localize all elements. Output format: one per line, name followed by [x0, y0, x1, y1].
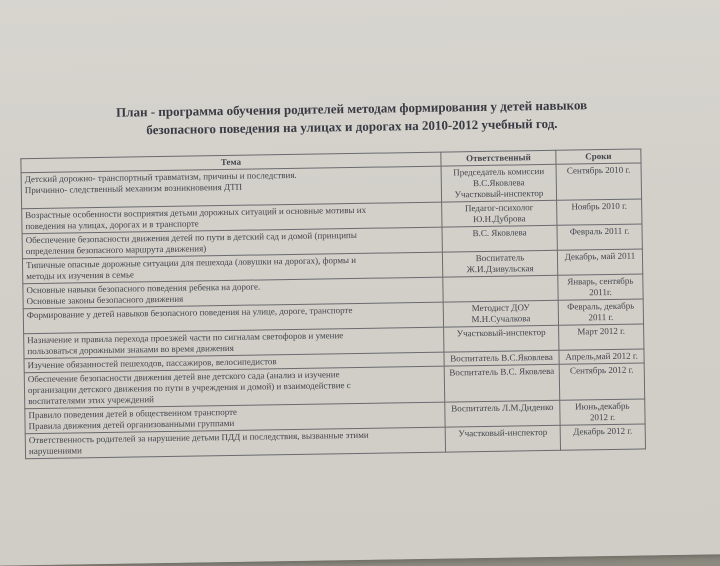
- cell-term-line: Январь, сентябрь: [567, 275, 634, 287]
- cell-responsible: [444, 325, 559, 352]
- cell-topic-line: Обеспечение безопасности движения детей вне детского сада (анализ и изучение: [27, 369, 340, 385]
- cell-responsible: [442, 250, 557, 277]
- cell-responsible: [443, 275, 558, 302]
- cell-responsible-line: Председатель комиссии: [453, 166, 545, 178]
- cell-term-line: Сентябрь 2010 г.: [566, 164, 631, 176]
- cell-responsible-line: [446, 277, 554, 279]
- header-topic: Тема: [21, 152, 441, 173]
- cell-term-line: Ноябрь 2010 г.: [571, 200, 628, 212]
- cell-topic-line: Возрастные особенности восприятия детьми дорожных ситуаций и основные мотивы их: [25, 204, 367, 221]
- cell-topic-line: Правило поведения детей в общественном транспорте: [28, 406, 238, 421]
- cell-term-line: 2011г.: [589, 286, 612, 298]
- header-responsible: Ответственный: [441, 150, 556, 166]
- cell-responsible: [445, 425, 560, 452]
- cell-responsible: [444, 364, 560, 402]
- cell-term-line: Декабрь 2012 г.: [573, 425, 633, 437]
- cell-topic-line: методы их изучения в семье: [26, 269, 135, 282]
- cell-term: [557, 199, 642, 225]
- cell-term: [559, 349, 644, 364]
- plan-table: [20, 148, 646, 459]
- cell-responsible: [441, 164, 557, 202]
- cell-responsible-line: Воспитатель Л.М.Диденко: [451, 401, 554, 414]
- cell-term: [557, 224, 642, 250]
- cell-topic-line: Основные навыки безопасного поведения ребенка на дороге.: [26, 281, 261, 296]
- cell-responsible-line: Участковый-инспектор: [458, 426, 548, 439]
- cell-responsible: [445, 400, 560, 427]
- cell-term: [560, 399, 645, 425]
- cell-term-line: Февраль 2011 г.: [569, 225, 630, 237]
- cell-topic-line: поведения на улицах, дорогах и в транспорте: [25, 218, 199, 232]
- cell-topic-line: определения безопасного маршрута движения): [25, 243, 207, 257]
- cell-topic-line: Детский дорожно- транспортный травматизм, причины и последствия.: [24, 169, 297, 185]
- cell-responsible-line: Педагог-психолог: [464, 202, 534, 214]
- cell-term: [557, 249, 642, 275]
- cell-topic-line: Основные законы безопасного движения: [26, 293, 184, 307]
- cell-term-line: 2012 г.: [589, 411, 616, 423]
- cell-term-line: 2011 г.: [588, 311, 614, 323]
- cell-responsible: [442, 200, 557, 227]
- cell-responsible-line: Участковый-инспектор: [456, 327, 546, 339]
- cell-responsible-line: В.С. Яковлева: [472, 227, 527, 239]
- document-title: [32, 95, 672, 141]
- cell-responsible-line: М.Н.Сучалкова: [471, 313, 531, 325]
- cell-responsible-line: Участковый-инспектор: [454, 188, 544, 200]
- cell-topic-line: Формирование у детей навыков безопасного поведения на улице, дороге, транспорте: [26, 305, 353, 321]
- cell-term: [558, 274, 643, 300]
- cell-topic-line: пользоваться дорожными знаками во время движения: [27, 342, 234, 357]
- cell-responsible-line: В.С.Яковлева: [472, 177, 525, 189]
- title-line-1: План - программа обучения родителей методам формирования у детей навыков: [115, 97, 588, 120]
- cell-topic-line: Назначение и правила перехода проезжей части по сигналам светофоров и умение: [27, 330, 344, 346]
- table-body: [21, 163, 645, 459]
- cell-topic-line: Ответственность родителей за нарушение детьми ПДД и последствия, вызванные этими: [28, 429, 369, 446]
- cell-term-line: Март 2012 г.: [577, 325, 626, 337]
- cell-topic-line: организации детского движения по пути в учреждения и домой) и взаимодействие с: [27, 380, 351, 396]
- cell-topic-line: Изучение обязанностей пешеходов, пассажиров, велосипедистов: [27, 356, 277, 371]
- cell-topic-line: нарушениями: [28, 445, 82, 457]
- cell-responsible: [443, 300, 558, 327]
- cell-term-line: Декабрь, май 2011: [564, 250, 636, 262]
- cell-topic-line: Причинно- следственный механизм возникновения ДТП: [24, 181, 243, 196]
- cell-responsible-line: Воспитатель: [475, 252, 525, 264]
- cell-term: [556, 163, 642, 200]
- cell-term: [558, 299, 643, 325]
- cell-term-line: Февраль, декабрь: [567, 300, 635, 312]
- cell-topic-line: воспитателями этих учреждений: [28, 394, 155, 407]
- cell-responsible-line: Воспитатель В.С. Яковлева: [449, 365, 555, 378]
- cell-term-line: Июнь,декабрь: [575, 400, 630, 412]
- cell-term-line: Сентябрь 2012 г.: [569, 364, 634, 376]
- cell-topic-line: Правила движения детей организованными группами: [28, 417, 235, 432]
- cell-topic: [25, 427, 445, 459]
- title-line-2: безопасного поведения на улицах и дорогах на 2010-2012 учебный год.: [146, 115, 558, 138]
- cell-topic-line: Обеспечение безопасности движения детей по пути в детский сад и домой (принципы: [25, 229, 357, 246]
- cell-term-line: Апрель,май 2012 г.: [565, 350, 638, 362]
- cell-responsible-line: Воспитатель В.С.Яковлева: [450, 351, 553, 364]
- cell-responsible-line: Ж.И.Дзивульская: [466, 263, 534, 275]
- header-term: Сроки: [556, 149, 641, 164]
- cell-responsible: [442, 225, 557, 252]
- cell-responsible-line: Методист ДОУ: [471, 302, 530, 314]
- cell-term: [560, 424, 645, 450]
- cell-term: [559, 324, 644, 350]
- cell-term: [559, 363, 645, 400]
- cell-responsible-line: Ю.Н.Дуброва: [473, 213, 526, 225]
- cell-topic-line: Типичные опасные дорожные ситуации для пешехода (ловушки на дорогах), формы и: [25, 254, 357, 271]
